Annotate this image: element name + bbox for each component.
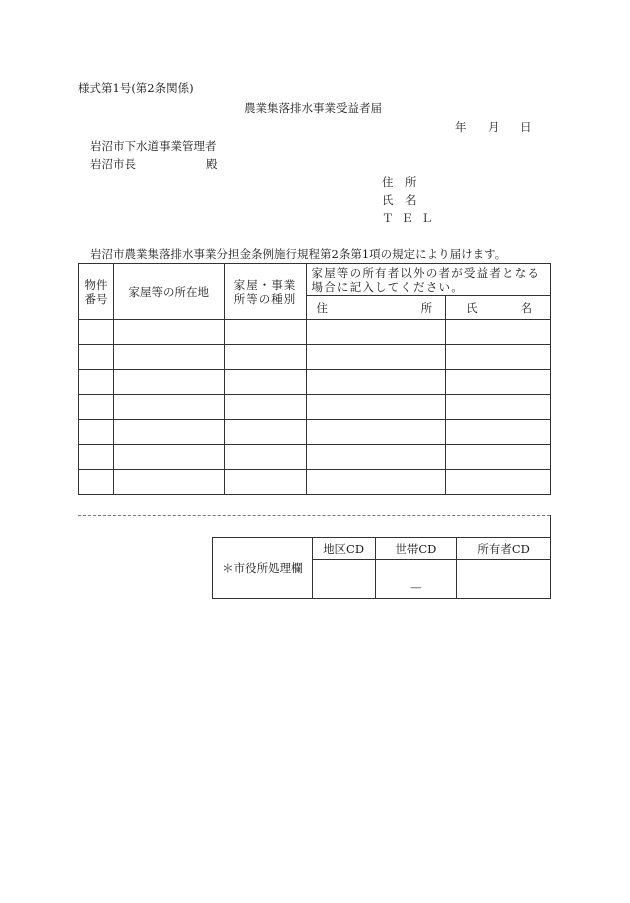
cell-address[interactable] xyxy=(306,420,446,445)
beneficiary-table xyxy=(78,263,551,495)
cell-type[interactable] xyxy=(224,470,306,495)
office-processing-table xyxy=(212,537,551,599)
cell-address[interactable] xyxy=(306,320,446,345)
header-household-cd: 世帯CD xyxy=(375,538,457,560)
cell-location[interactable] xyxy=(113,420,224,445)
header-owner-cd: 所有者CD xyxy=(457,538,551,560)
cell-type[interactable] xyxy=(224,370,306,395)
applicant-name-label-2: 名 xyxy=(405,193,417,207)
page-title: 農業集落排水事業受益者届 xyxy=(244,101,382,115)
cell-property-no[interactable] xyxy=(79,395,114,420)
cell-name[interactable] xyxy=(446,470,551,495)
header-beneficiary: 家屋等の所有者以外の者が受益者となる場合に記入してください。 xyxy=(306,264,550,296)
addressee-line2: 岩沼市長 xyxy=(90,157,136,171)
cell-address[interactable] xyxy=(306,470,446,495)
cell-household-cd[interactable] xyxy=(375,560,457,599)
date-year: 年 xyxy=(455,120,467,134)
form-number: 様式第1号(第2条関係) xyxy=(78,81,194,95)
cell-location[interactable] xyxy=(113,395,224,420)
cell-property-no[interactable] xyxy=(79,370,114,395)
cell-location[interactable] xyxy=(113,320,224,345)
cell-property-no[interactable] xyxy=(79,470,114,495)
cell-location[interactable] xyxy=(113,445,224,470)
cell-property-no[interactable] xyxy=(79,420,114,445)
date-month: 月 xyxy=(488,120,500,134)
header-type: 家屋・事業所等の種別 xyxy=(224,264,306,320)
header-district-cd: 地区CD xyxy=(312,538,375,560)
table-row xyxy=(79,470,551,495)
cell-type[interactable] xyxy=(224,420,306,445)
cell-type[interactable] xyxy=(224,345,306,370)
cell-type[interactable] xyxy=(224,445,306,470)
cell-name[interactable] xyxy=(446,445,551,470)
cut-line-edge xyxy=(550,515,551,537)
cell-property-no[interactable] xyxy=(79,345,114,370)
household-cd-dash: — xyxy=(410,580,422,594)
office-processing-label: ＊市役所処理欄 xyxy=(213,538,313,599)
cell-property-no[interactable] xyxy=(79,320,114,345)
cell-name[interactable] xyxy=(446,395,551,420)
cell-name[interactable] xyxy=(446,370,551,395)
subheader-address: 住 所 xyxy=(306,296,446,320)
cell-address[interactable] xyxy=(306,345,446,370)
cell-name[interactable] xyxy=(446,345,551,370)
subheader-name: 氏 名 xyxy=(446,296,551,320)
cell-location[interactable] xyxy=(113,370,224,395)
table-row xyxy=(79,345,551,370)
cell-type[interactable] xyxy=(224,395,306,420)
cell-name[interactable] xyxy=(446,420,551,445)
addressee-honorific: 殿 xyxy=(206,157,218,171)
table-row xyxy=(79,420,551,445)
table-row xyxy=(79,320,551,345)
cut-line xyxy=(78,515,550,516)
cell-owner-cd[interactable] xyxy=(457,560,551,599)
addressee-line1: 岩沼市下水道事業管理者 xyxy=(90,139,217,153)
cell-property-no[interactable] xyxy=(79,445,114,470)
cell-name[interactable] xyxy=(446,320,551,345)
cell-type[interactable] xyxy=(224,320,306,345)
applicant-address-label-2: 所 xyxy=(405,175,417,189)
header-property-no: 物件番号 xyxy=(79,264,114,320)
cell-address[interactable] xyxy=(306,370,446,395)
table-row xyxy=(79,445,551,470)
table-row xyxy=(79,370,551,395)
applicant-name-label-1: 氏 xyxy=(382,193,394,207)
cell-district-cd[interactable] xyxy=(312,560,375,599)
applicant-address-label-1: 住 xyxy=(382,175,394,189)
table-row xyxy=(79,395,551,420)
cell-address[interactable] xyxy=(306,445,446,470)
statement: 岩沼市農業集落排水事業分担金条例施行規程第2条第1項の規定により届けます。 xyxy=(90,247,507,261)
cell-location[interactable] xyxy=(113,470,224,495)
cell-location[interactable] xyxy=(113,345,224,370)
header-location: 家屋等の所在地 xyxy=(113,264,224,320)
date-day: 日 xyxy=(520,120,532,134)
applicant-tel-label: ＴＥＬ xyxy=(382,211,441,225)
cell-address[interactable] xyxy=(306,395,446,420)
